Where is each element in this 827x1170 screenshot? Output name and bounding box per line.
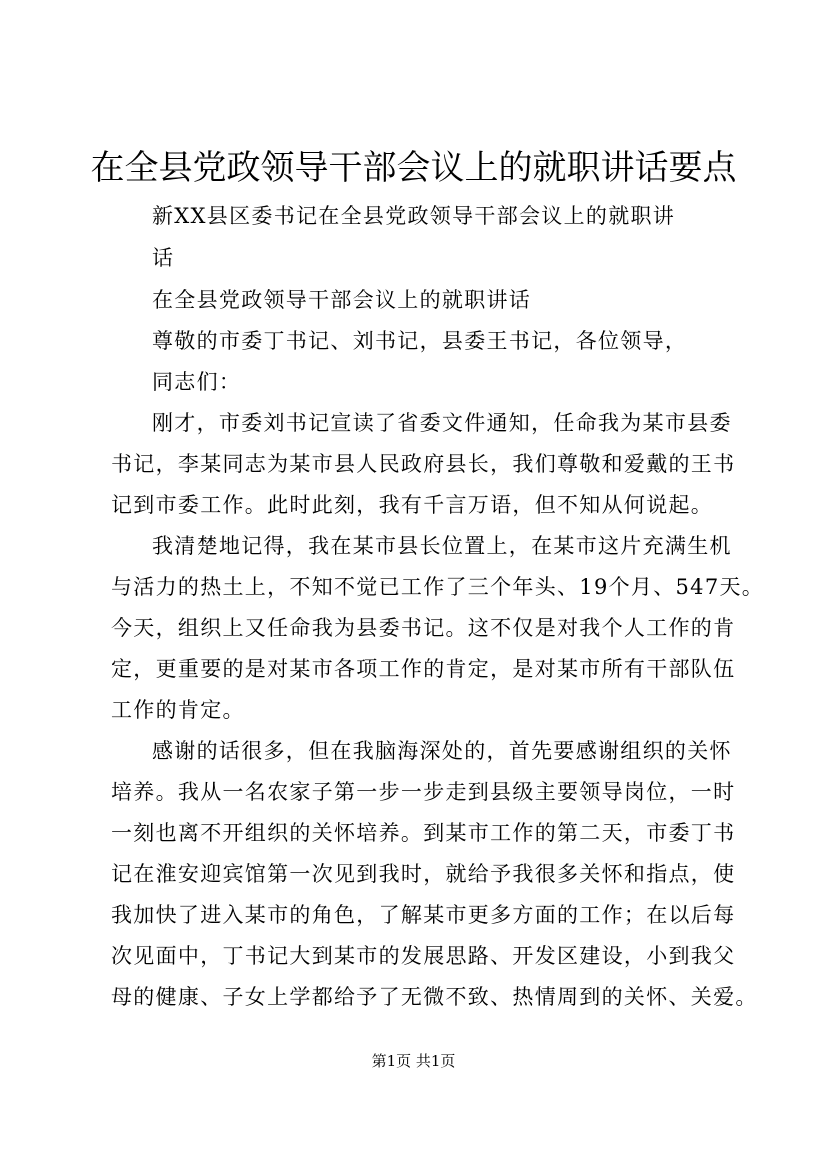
text-line: 今天，组织上又任命我为县委书记。这不仅是对我个人工作的肯 [111,616,736,640]
text-line: 与活力的热土上，不知不觉已工作了三个年头、19个月、547天。 [111,575,765,599]
text-line: 次见面中，丁书记大到某市的发展思路、开发区建设，小到我父 [111,944,736,968]
text-line: 同志们： [152,370,242,394]
text-line: 在全县党政领导干部会议上的就职讲话 [152,288,532,312]
text-line: 话 [152,246,175,270]
page-footer: 第1页 共1页 [371,1052,456,1070]
text-line: 我加快了进入某市的角色，了解某市更多方面的工作；在以后每 [111,903,736,927]
text-line: 母的健康、子女上学都给予了无微不致、热情周到的关怀、关爱。 [111,985,758,1009]
text-line: 培养。我从一名农家子第一步一步走到县级主要领导岗位，一时 [111,780,736,804]
text-line: 新XX县区委书记在全县党政领导干部会议上的就职讲 [152,204,676,228]
text-line: 定，更重要的是对某市各项工作的肯定，是对某市所有干部队伍 [111,657,736,681]
text-line: 一刻也离不开组织的关怀培养。到某市工作的第二天，市委丁书 [111,821,736,845]
text-line: 刚才，市委刘书记宣读了省委文件通知，任命我为某市县委 [152,411,732,435]
text-line: 感谢的话很多，但在我脑海深处的，首先要感谢组织的关怀 [152,739,732,763]
text-line: 书记，李某同志为某市县人民政府县长，我们尊敬和爱戴的王书 [111,452,736,476]
text-line: 工作的肯定。 [111,698,245,722]
text-line: 记到市委工作。此时此刻，我有千言万语，但不知从何说起。 [111,493,714,517]
text-line: 我清楚地记得，我在某市县长位置上，在某市这片充满生机 [152,534,732,558]
text-line: 尊敬的市委丁书记、刘书记，县委王书记，各位领导， [152,329,688,353]
text-line: 记在淮安迎宾馆第一次见到我时，就给予我很多关怀和指点，使 [111,862,736,886]
document-title: 在全县党政领导干部会议上的就职讲话要点 [90,148,737,188]
